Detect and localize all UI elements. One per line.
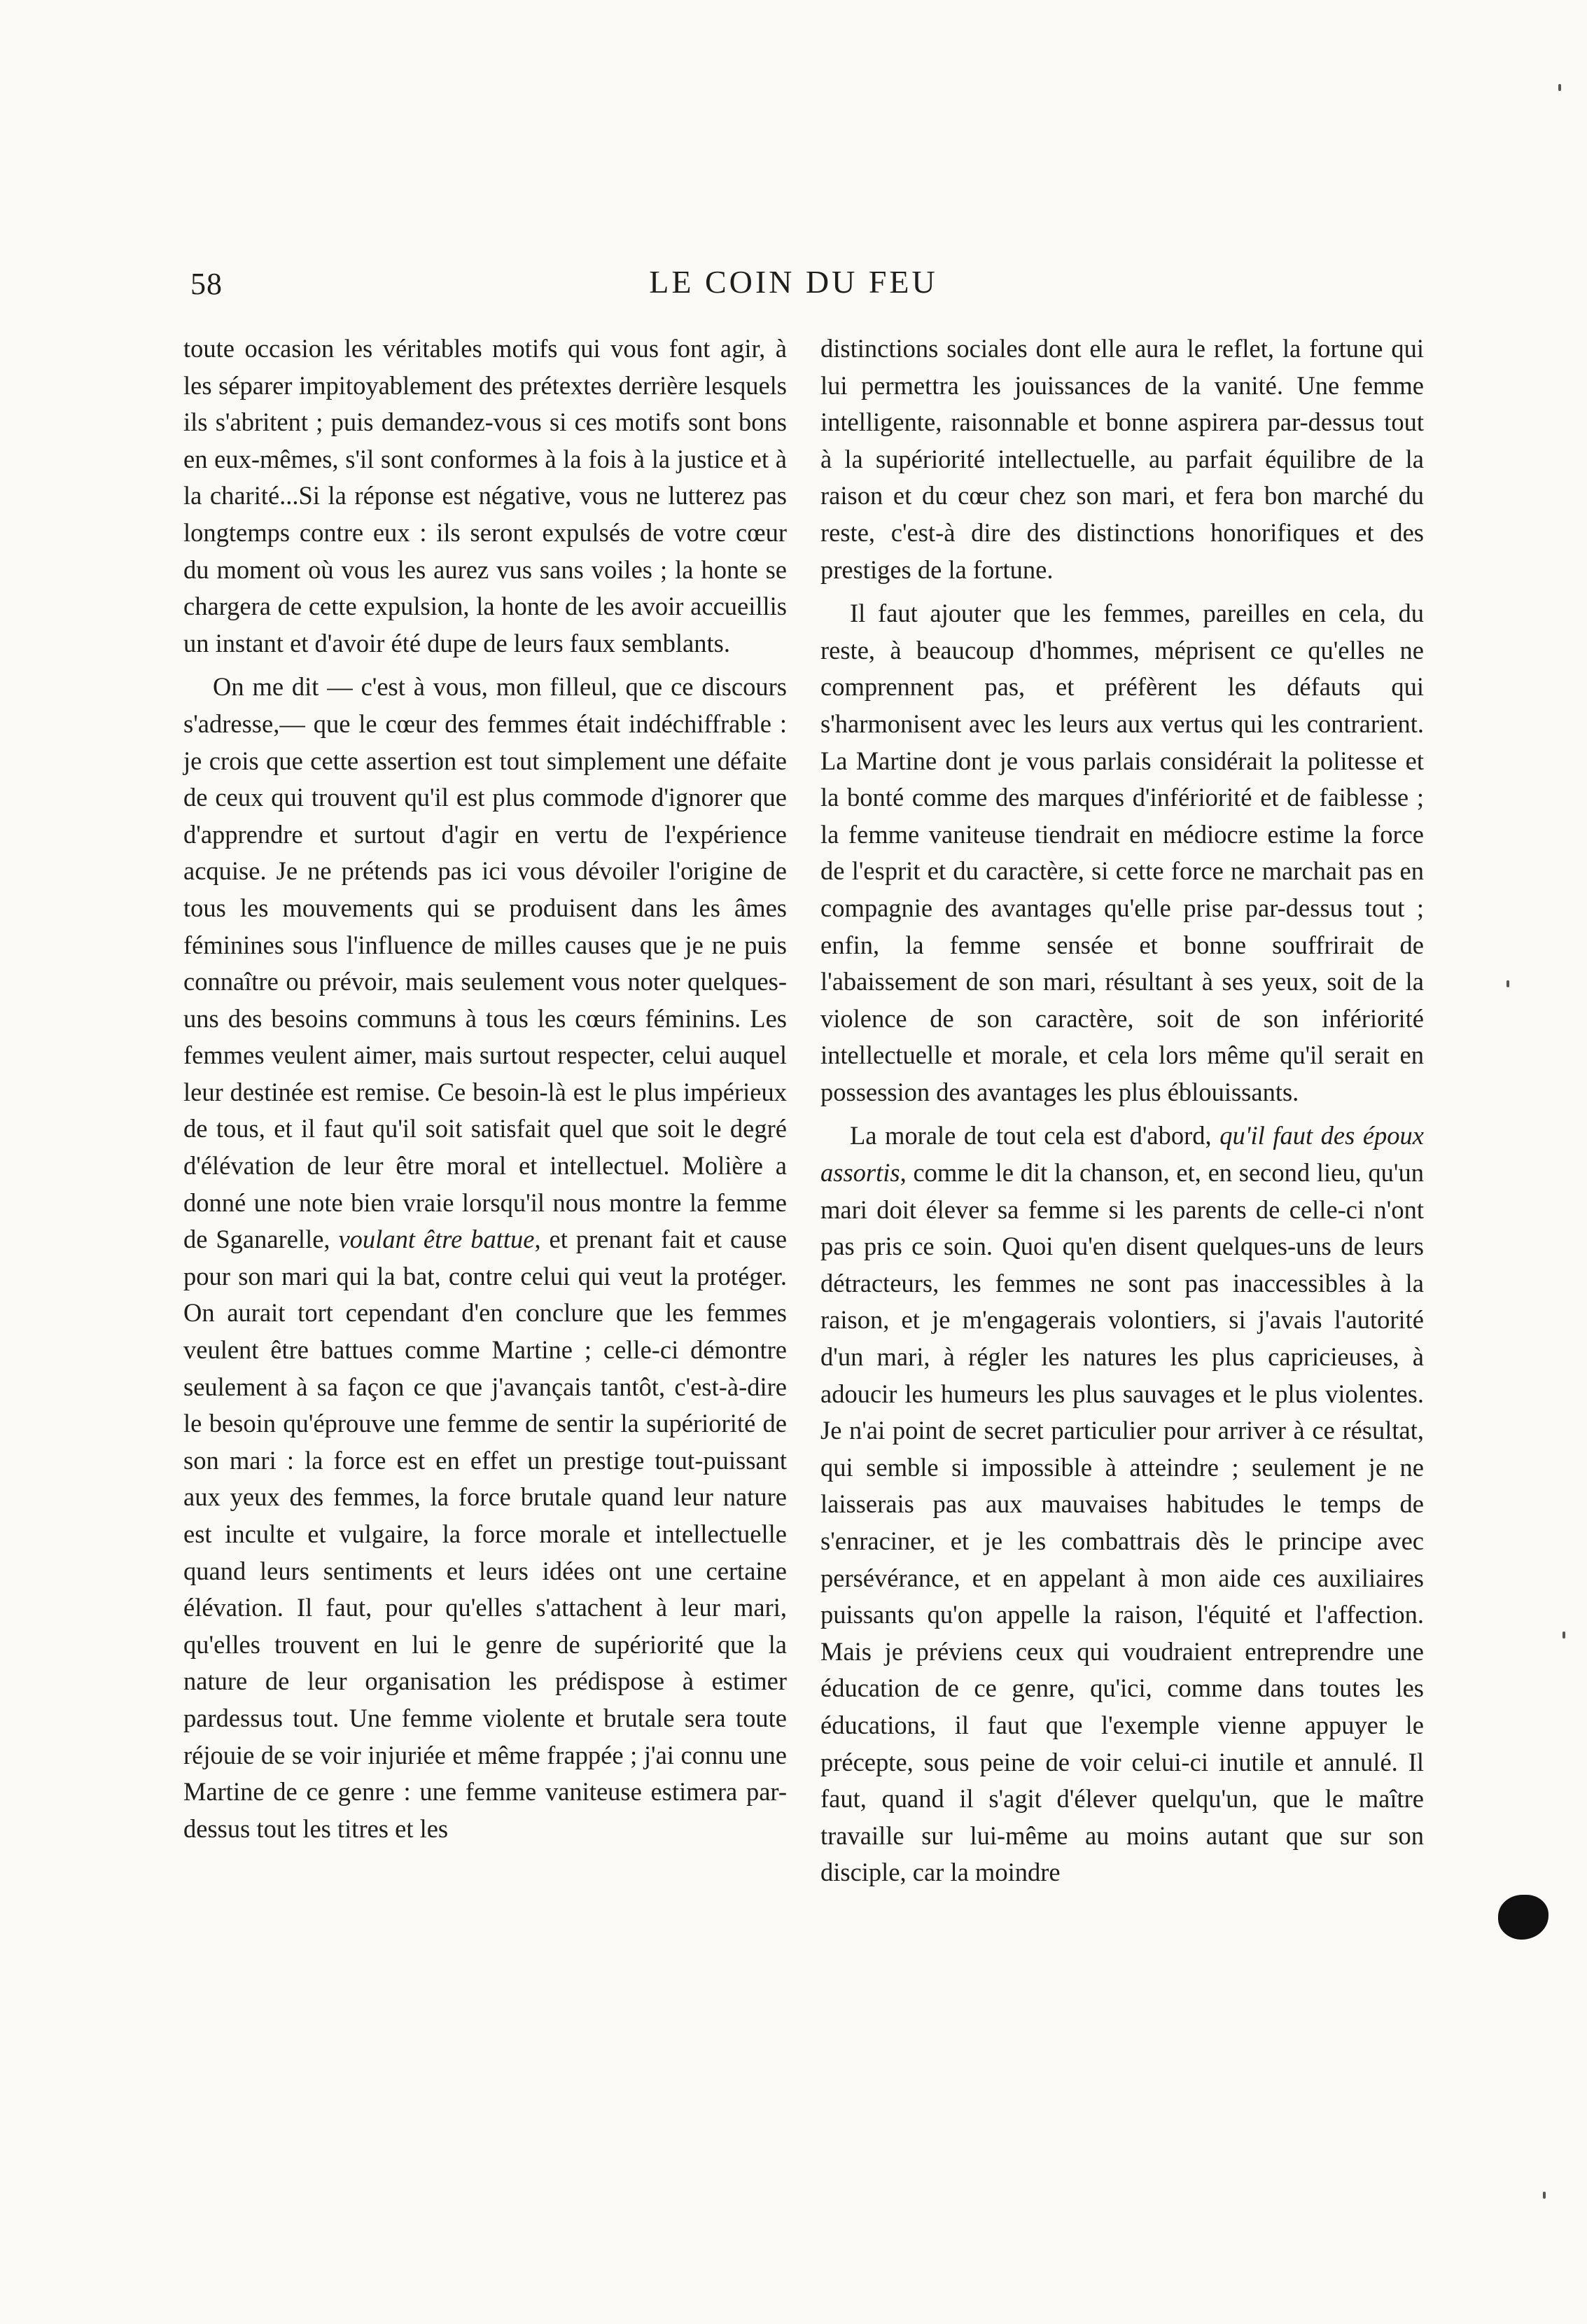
ink-speck xyxy=(1506,980,1509,987)
page-number: 58 xyxy=(190,267,223,301)
italic-quote: voulant être battue xyxy=(338,1225,535,1254)
paragraph: La morale de tout cela est d'abord, qu'il faut des époux assortis, comme le dit la chanson, et, en second lieu, qu'un mari doit élever sa femme si les parents de celle-ci n'ont pas pris ce soin. Quoi qu'en disent quelques-uns de leurs détracteurs, les femmes ne sont pas inaccessibles à la raison, et je m'engagerais volontiers, si j'avais l'autorité d'un mari, à régler les natures les plus capricieuses, à adoucir les humeurs les plus sauvages et le plus violentes. Je n'ai point de secret particulier pour arriver à ce résultat, qui semble si impossible à atteindre ; seulement je ne laisserais pas aux mauvaises habitudes le temps de s'enraciner, et je les combattrais dès le principe avec persévérance, et en appelant à mon aide ces auxiliaires puissants qu'on appelle la raison, l'équité et l'affection. Mais je préviens ceux qui voudraient entreprendre une éducation de ce genre, qu'ici, comme dans toutes les éducations, il faut que l'exemple vienne appuyer le précepte, sous peine de voir celui-ci inutile et annulé. Il faut, quand il s'agit d'élever quelqu'un, que le maître travaille sur lui-même au moins autant que sur son disciple, car la moindre xyxy=(820,1121,1424,1887)
ink-speck xyxy=(1558,84,1561,91)
ink-blot xyxy=(1498,1895,1548,1940)
text-column-right xyxy=(820,330,1424,1898)
paragraph: On me dit — c'est à vous, mon filleul, que ce discours s'adresse,— que le cœur des femmes était indéchiffrable : je crois que cette assertion est tout simplement une défaite de ceux qui trouvent qu'il est plus commode d'ignorer que d'apprendre et surtout d'agir en vertu de l'expérience acquise. Je ne prétends pas ici vous dévoiler l'origine de tous les mouvements qui se produisent dans les âmes féminines sous l'influence de milles causes que je ne puis connaître ou prévoir, mais seulement vous noter quelques-uns des besoins communs à tous les cœurs féminins. Les femmes veulent aimer, mais surtout respecter, celui auquel leur destinée est remise. Ce besoin-là est le plus impérieux de tous, et il faut qu'il soit satisfait quel que soit le degré d'élévation de leur être moral et intellectuel. Molière a donné une note bien vraie lorsqu'il nous montre la femme de Sganarelle, voulant être battue, et prenant fait et cause pour son mari qui la bat, contre celui qui veut la protéger. On aurait tort cependant d'en conclure que les femmes veulent être battues comme Martine ; celle-ci démontre seulement à sa façon ce que j'avançais tantôt, c'est-à-dire le besoin qu'éprouve une femme de sentir la supériorité de son mari : la force est en effet un prestige tout-puissant aux yeux des femmes, la force brutale quand leur nature est inculte et vulgaire, la force morale et intellectuelle quand leurs sentiments et leurs idées ont une certaine élévation. Il faut, pour qu'elles s'attachent à leur mari, qu'elles trouvent en lui le genre de supériorité que la nature de leur organisation les prédispose à estimer pardessus tout. Une femme violente et brutale sera toute réjouie de se voir injuriée et même frappée ; j'ai connu une Martine de ce genre : une femme vaniteuse estimera par-dessus tout les titres et les xyxy=(183,672,788,1843)
ink-speck xyxy=(1562,1631,1565,1638)
paragraph: Il faut ajouter que les femmes, pareilles en cela, du reste, à beaucoup d'hommes, méprisent ce qu'elles ne comprennent pas, et préfèrent les défauts qui s'harmonisent avec les leurs aux vertus qui les contrarient. La Martine dont je vous parlais considérait la politesse et la bonté comme des marques d'infériorité et de faiblesse ; la femme vaniteuse tiendrait en médiocre estime la force de l'esprit et du caractère, si cette force ne marchait pas en compagnie des avantages qu'elle prise par-dessus tout ; enfin, la femme sensée et bonne souffrirait de l'abaissement de son mari, résultant à ses yeux, soit de la violence de son caractère, soit de son infériorité intellectuelle et morale, et cela lors même qu'il serait en possession des avantages les plus éblouissants. xyxy=(820,599,1424,1106)
ink-speck xyxy=(1543,2192,1546,2199)
running-head: LE COIN DU FEU xyxy=(649,264,938,300)
italic-quote: qu'il faut des époux assortis xyxy=(820,1121,1424,1188)
paragraph: toute occasion les véritables motifs qui vous font agir, à les séparer impitoyablement des prétextes derrière lesquels ils s'abritent ; puis demandez-vous si ces motifs sont bons en eux-mêmes, s'il sont conformes à la fois à la justice et à la charité...Si la réponse est négative, vous ne lutterez pas longtemps contre eux : ils seront expulsés de votre cœur du moment où vous les aurez vus sans voiles ; la honte se chargera de cette expulsion, la honte de les avoir accueillis un instant et d'avoir été dupe de leurs faux semblants. xyxy=(183,334,787,657)
text-column-left xyxy=(183,330,787,1854)
paragraph: distinctions sociales dont elle aura le reflet, la fortune qui lui permettra les jouissances de la vanité. Une femme intelligente, raisonnable et bonne aspirera par-dessus tout à la supériorité intellectuelle, au parfait équilibre de la raison et du cœur chez son mari, et fera bon marché du reste, c'est-à dire des distinctions honorifiques et des prestiges de la fortune. xyxy=(820,334,1424,584)
